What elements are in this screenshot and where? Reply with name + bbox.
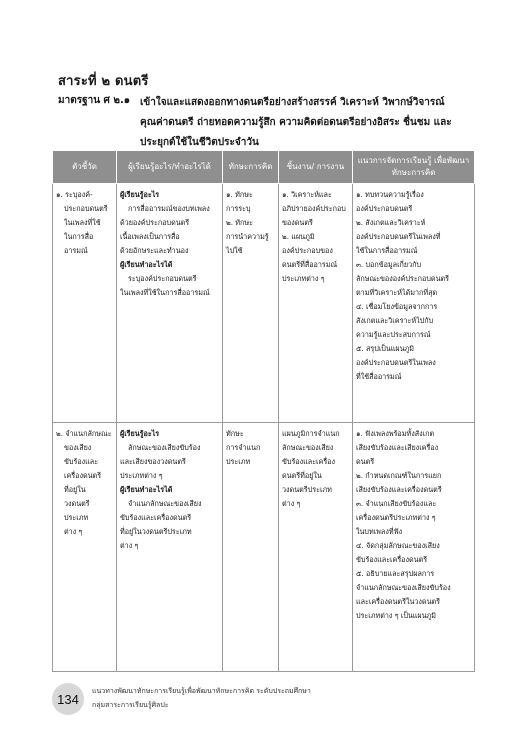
cell-line: ประเภทต่าง ๆ [120,471,163,480]
work-cell [279,184,353,423]
cell-line: ๕. อธิบายและสรุปผลการ [356,569,435,578]
cell-line: ประเภท [64,513,89,522]
cell-line: องค์ประกอบดนตรีในเพลงที่ [356,232,441,241]
cell-line: อารมณ์ [64,246,88,255]
cell-line: อภิปรายองค์ประกอบ [282,204,346,213]
cell-line: เนื้อเพลงเป็นการสื่อ [120,232,180,241]
cell-line: ขับร้องและเครื่อง [282,457,336,466]
page-number: 134 [52,683,84,715]
learning-cell [117,423,223,672]
cell-line: ที่ใช้สื่ออารมณ์ [356,372,402,381]
cell-line: ๑. ทักษะ [226,190,253,199]
cell-line: ต่าง ๆ [282,499,301,508]
cell-line: ในการสื่อ [64,232,94,241]
standard-label: มาตรฐาน ศ ๒.๑ [58,95,131,106]
cell-line: ในเพลงที่ใช้ในการสื่ออารมณ์ [120,288,210,297]
standard-line: คุณค่าดนตรี ถ่ายทอดความรู้สึก ความคิดต่อดนตรีอย่างอิสระ ชื่นชม และ [140,117,452,128]
cell-line: องค์ประกอบดนตรีในเพลง [356,358,436,367]
cell-line: ตามที่วิเคราะห์ได้มากที่สุด [356,288,438,297]
cell-line: ในเพลงที่ใช้ [64,218,101,227]
cell-line: ประเภทต่าง ๆ เป็นแผนภูมิ [356,611,437,620]
skills-cell [223,184,279,423]
cell-line: ๔. จัดกลุ่มลักษณะของเสียง [356,541,440,550]
cell-line: ไปใช้ [226,246,243,255]
cell-line: และเครื่องดนตรีในวงดนตรี [356,597,441,606]
cell-line: ของดนตรี [282,218,313,227]
cell-line: ลักษณะขององค์ประกอบดนตรี [356,274,450,283]
standard-line: เข้าใจและแสดงออกทางดนตรีอย่างสร้างสรรค์ วิเคราะห์ วิพากษ์วิจารณ์ [140,97,445,108]
cell-line: ดนตรี [356,457,375,466]
cell-line: ๑. ทบทวนความรู้เรื่อง [356,190,424,199]
cell-line: ประเภทต่าง ๆ [282,274,325,283]
cell-line: จำแนกลักษณะของเสียง [128,499,202,508]
standard-line: ประยุกต์ใช้ในชีวิตประจำวัน [140,137,259,148]
cell-line: ในบทเพลงที่ฟัง [356,527,403,536]
cell-line: ต่าง ๆ [64,527,83,536]
cell-line: ๓. บอกข้อมูลเกี่ยวกับ [356,260,422,269]
header-work: ชิ้นงาน/ การงาน [279,151,353,184]
cell-line: ที่อยู่ใน [64,485,86,494]
cell-line: ด้วยองค์ประกอบดนตรี [120,218,190,227]
cell-line: ๒. จำแนกลักษณะ [56,429,112,438]
cell-line: วงดนตรีประเภท [282,485,332,494]
cell-line: ๕. สรุปเป็นแผนภูมิ [356,344,414,353]
do-heading: ผู้เรียนทำอะไรได้ [120,260,173,269]
table-row [53,184,475,423]
cell-line: ขับร้องและเครื่องดนตรี [120,513,192,522]
learning-cell [117,184,223,423]
activities-cell [353,184,475,423]
cell-line: แผนภูมิการจำแนก [282,429,340,438]
cell-line: ลักษณะของเสียงขับร้อง [128,443,201,452]
cell-line: จำแนกลักษณะของเสียงขับร้อง [356,583,451,592]
cell-line: ๓. จำแนกเสียงขับร้องและ [356,499,437,508]
indicator-cell [53,423,117,672]
footer-book-title: แนวทางพัฒนาทักษะการเรียนรู้เพื่อพัฒนาทักษะการคิด ระดับประถมศึกษา [92,687,311,695]
skills-cell [223,423,279,672]
learn-heading: ผู้เรียนรู้อะไร [120,190,160,199]
cell-line: ประกอบดนตรี [64,204,108,213]
cell-line: เครื่องดนตรี [64,471,102,480]
cell-line: วงดนตรี [64,499,90,508]
cell-line: ๔. เชื่อมโยงข้อมูลจากการ [356,302,438,311]
cell-line: ขับร้องและเครื่องดนตรี [356,555,428,564]
learn-heading: ผู้เรียนรู้อะไร [120,429,160,438]
do-heading: ผู้เรียนทำอะไรได้ [120,485,173,494]
header-activities: แนวการจัดการเรียนรู้ เพื่อพัฒนาทักษะการคิด [353,151,475,184]
cell-line: ๑. ฟังเพลงพร้อมทั้งสังเกต [356,429,435,438]
cell-line: ใช้ในการสื่ออารมณ์ [356,246,418,255]
cell-line: การระบุ [226,204,251,213]
cell-line: ๒. ทักษะ [226,218,253,227]
standard-text [140,93,472,153]
cell-line: เสียงขับร้องและเครื่องดนตรี [356,485,442,494]
cell-line: สังเกตและวิเคราะห์ไปกับ [356,316,434,325]
cell-line: องค์ประกอบของ [282,246,333,255]
cell-line: ๑. วิเคราะห์และ [282,190,332,199]
table-row [53,423,475,672]
table-header-row [53,151,475,184]
cell-line: ๑. ระบุองค์- [56,190,93,199]
work-cell [279,423,353,672]
cell-line: เสียงขับร้องและเสียงเครื่อง [356,443,439,452]
cell-line: ๒. กำหนดเกณฑ์ในการแยก [356,471,442,480]
cell-line: การจำแนก [226,443,261,452]
cell-line: เครื่องดนตรีประเภทต่าง ๆ [356,513,436,522]
cell-line: การนำความรู้ [226,232,269,241]
section-heading: สาระที่ ๒ ดนตรี [58,74,149,89]
cell-line: ของเสียง [64,443,92,452]
cell-line: ๒. แผนภูมิ [282,232,315,241]
cell-line: ที่อยู่ในวงดนตรีประเภท [120,527,192,536]
cell-line: ดนตรีที่อยู่ใน [282,471,322,480]
cell-line: ทักษะ [226,429,244,438]
cell-line: ระบุองค์ประกอบดนตรี [128,274,197,283]
curriculum-table [52,150,475,672]
cell-line: การสื่ออารมณ์ของบทเพลง [128,204,210,213]
cell-line: ประเภท [226,457,251,466]
cell-line: องค์ประกอบดนตรี [356,204,413,213]
cell-line: และเสียงของวงดนตรี [120,457,186,466]
header-indicator: ตัวชี้วัด [53,151,117,184]
header-learning: ผู้เรียนรู้อะไร/ทำอะไรได้ [117,151,223,184]
cell-line: ด้วยอักษระและทำนอง [120,246,189,255]
activities-cell [353,423,475,672]
cell-line: ต่าง ๆ [120,541,139,550]
header-thinking-skills: ทักษะการคิด [223,151,279,184]
cell-line: ความรู้และประสบการณ์ [356,330,431,339]
cell-line: ดนตรีที่สื่ออารมณ์ [282,260,338,269]
cell-line: ลักษณะของเสียง [282,443,334,452]
cell-line: ขับร้องและ [64,457,99,466]
cell-line: ๒. สังเกตและวิเคราะห์ [356,218,426,227]
footer-subject: กลุ่มสาระการเรียนรู้ศิลปะ [92,701,169,709]
indicator-cell [53,184,117,423]
